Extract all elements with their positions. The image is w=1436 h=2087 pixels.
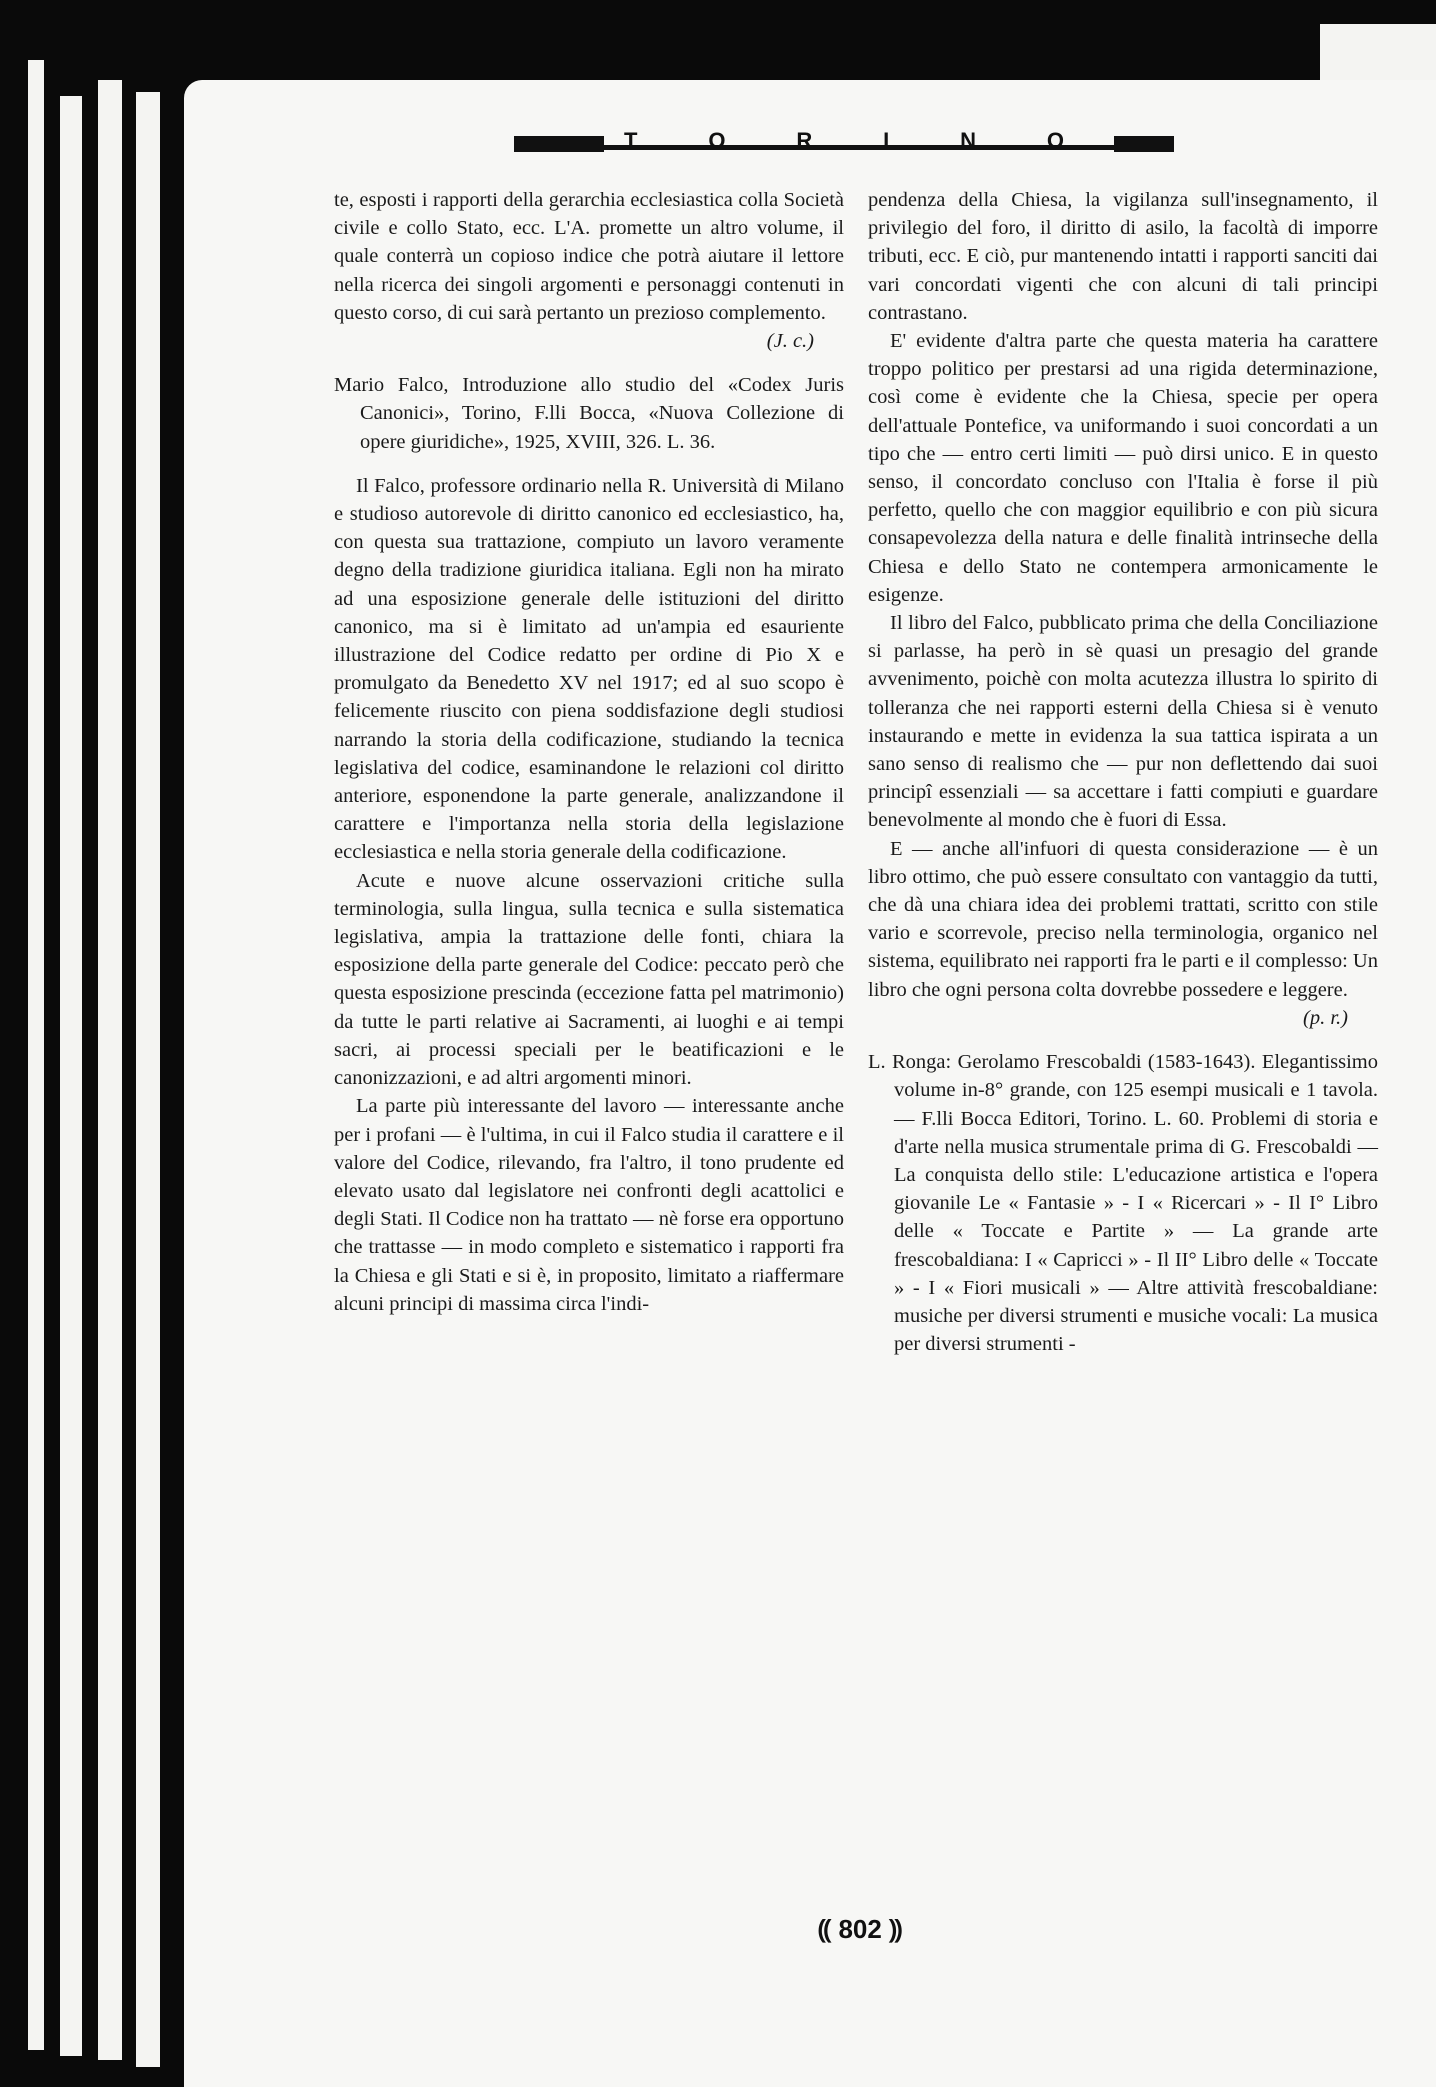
paragraph: E — anche all'infuori di questa considerazione — è un libro ottimo, che può essere consultato con vantaggio da tutti, che dà una chiara idea dei problemi trattati, scritto con stile vario e scorrevole, preciso nella terminologia, organico nel sistema, equilibrato nei rapporti fra le parti e il complesso: Un libro che ogni persona colta dovrebbe possedere e leggere. [868,837,1378,1001]
page-edge [98,80,122,2060]
header-letter: I [883,128,890,153]
header-letter: T [624,128,638,153]
right-column [868,186,1378,1358]
book-citation: Mario Falco, Introduzione allo studio del «Codex Juris Canonici», Torino, F.lli Bocca, «Nuova Collezione di opere giuridiche», 1925, XVIII, 326. L. 36. [334,374,844,453]
paragraph-gap [868,1032,1378,1048]
reviewer-initials: (J. c.) [766,330,814,353]
page-edge [136,92,160,2067]
header-letter: O [708,128,726,153]
header-title [624,128,1064,154]
paragraph: Il libro del Falco, pubblicato prima che della Conciliazione si parlasse, ha però in sè quasi un presagio del grande avvenimento, poichè con molta acutezza illustra lo spirito di tolleranza che nei rapporti esterni della Chiesa si è venuto instaurando e mette in evidenza la sua tattica ispirata a un sano senso di realismo che — pur non deflettendo dai suoi principî essenziali — sa accettare i fatti compiuti e guardare benevolmente al mondo che è fuori di Essa. [868,612,1378,832]
page-number-value: 802 [838,1914,882,1944]
running-header [514,130,1174,152]
paragraph-gap [334,355,844,371]
page-number-bracket-left: ⸨ [818,1914,839,1944]
header-letter: N [960,128,976,153]
header-ornament-right [1114,136,1174,152]
reviewer-initials: (p. r.) [1303,1006,1348,1029]
header-ornament-left [514,136,604,152]
page-number-bracket-right: ⸩ [881,1914,903,1944]
paragraph: Acute e nuove alcune osservazioni critiche sulla terminologia, sulla lingua, sulla tecnica e sulla sistematica legislativa, ampia la trattazione delle fonti, chiara la esposizione della parte generale del Codice: peccato però che questa esposizione prescinda (eccezione fatta pel matrimonio) da tutte le parti relative ai Sacramenti, ai luoghi e ai tempi sacri, ai processi speciali per le beatificazioni e le canonizzazioni, e ad altri argomenti minori. [334,869,844,1090]
paragraph-gap [334,456,844,472]
left-column [334,186,844,1318]
page-number [818,1910,902,1946]
paragraph: pendenza della Chiesa, la vigilanza sull'insegnamento, il privilegio del foro, il diritto di asilo, la facoltà di imporre tributi, ecc. E ciò, pur mantenendo intatti i rapporti sanciti dai vari concordati vigenti che con alcuni di tali principi contrastano. [868,189,1378,324]
header-letter: R [796,128,813,153]
paragraph: E' evidente d'altra parte che questa materia ha carattere troppo politico per prestarsi ad una rigida determinazione, così come è evidente che la Chiesa, specie per opera dell'attuale Pontefice, va uniformando i suoi concordati a un tipo che — entro certi limiti — può dirsi unico. E in questo senso, il concordato concluso con l'Italia è forse il più perfetto, quello che con maggior equilibrio e con più sicura consapevolezza della natura e delle finalità intrinseche della Chiesa e dello Stato ne contempera armonicamente le esigenze. [868,330,1378,606]
book-citation: L. Ronga: Gerolamo Frescobaldi (1583-1643). Elegantissimo volume in-8° grande, con 125 esempi musicali e 1 tavola. — F.lli Bocca Editori, Torino. L. 60. Problemi di storia e d'arte nella musica strumentale prima di G. Frescobaldi — La conquista dello stile: L'educazione artistica e l'opera giovanile Le « Fantasie » - I « Ricercari » - Il I° Libro delle « Toccate e Partite » — La grande arte frescobaldiana: I « Capricci » - Il II° Libro delle « Toccate » - I « Fiori musicali » — Altre attività frescobaldiane: musiche per diversi strumenti e musiche vocali: La musica per diversi strumenti - [868,1051,1378,1356]
paragraph: Il Falco, professore ordinario nella R. Università di Milano e studioso autorevole di diritto canonico ed ecclesiastico, ha, con questa sua trattazione, compiuto un lavoro veramente degno della tradizione giuridica italiana. Egli non ha mirato ad una esposizione generale delle istituzioni del diritto canonico, ma si è limitato ad un'ampia ed esauriente illustrazione del Codice redatto per ordine di Pio X e promulgato da Benedetto XV nel 1917; ed al suo scopo è felicemente riuscito con piena soddisfazione degli studiosi narrando la storia della codificazione, studiando la tecnica legislativa del codice, esaminandone le relazioni col diritto anteriore, esponendone la parte generale, analizzandone il carattere e l'importanza nella storia della legislazione ecclesiastica e nella storia generale della codificazione. [334,474,844,864]
page-edge [28,60,44,2050]
paragraph: La parte più interessante del lavoro — interessante anche per i profani — è l'ultima, in cui il Falco studia il carattere e il valore del Codice, rilevando, fra l'altro, il tono prudente ed elevato usato dal legislatore nei confronti degli acattolici e degli Stati. Il Codice non ha trattato — nè forse era opportuno che trattasse — in modo completo e sistematico i rapporti fra la Chiesa e gli Stati e si è, in proposito, limitato a riaffermare alcuni principi di massima circa l'indi- [334,1095,844,1315]
page-edge [60,96,82,2056]
paragraph: te, esposti i rapporti della gerarchia ecclesiastica colla Società civile e collo Stato, ecc. L'A. promette un altro volume, il quale conterrà un copioso indice che potrà aiutare il lettore nella ricerca dei singoli argomenti e personaggi contenuti in questo corso, di cui sarà pertanto un prezioso complemento. [334,189,844,324]
header-letter: O [1046,128,1064,153]
